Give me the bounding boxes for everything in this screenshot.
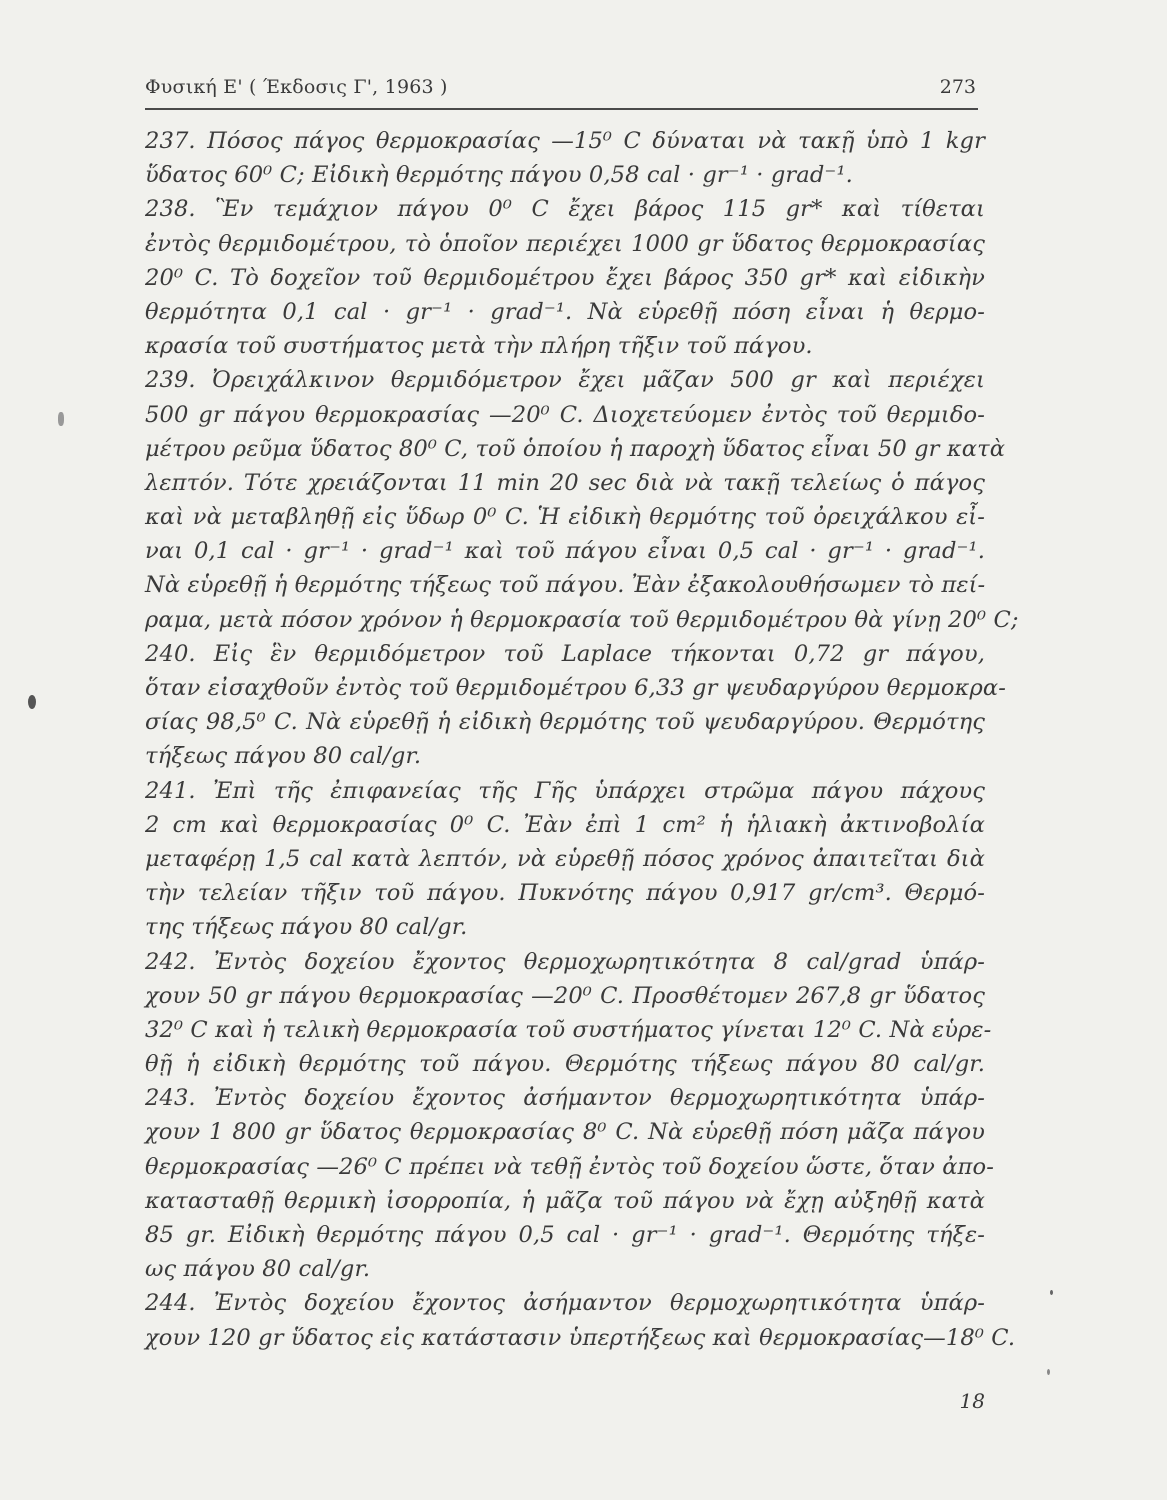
text-line: 241. Ἐπὶ τῆς ἐπιφανείας τῆς Γῆς ὑπάρχει στρῶμα πάγου πάχους [145,777,985,804]
scan-speck [1050,1290,1053,1295]
text-line: ως πάγου 80 cal/gr. [145,1256,371,1283]
text-line: μεταφέρῃ 1,5 cal κατὰ λεπτόν, νὰ εὑρεθῇ πόσος χρόνος ἀπαιτεῖται διὰ [145,845,985,872]
text-line: ὕδατος 60⁰ C; Εἰδικὴ θερμότης πάγου 0,58 cal · gr⁻¹ · grad⁻¹. [145,162,853,189]
text-line: τήξεως πάγου 80 cal/gr. [145,743,422,770]
text-line: 240. Εἰς ἓν θερμιδόμετρον τοῦ Laplace τήκονται 0,72 gr πάγου, [145,640,985,667]
scan-speck [58,412,64,426]
text-line: κατασταθῇ θερμικὴ ἰσορροπία, ἡ μᾶζα τοῦ πάγου νὰ ἔχῃ αὐξηθῇ κατὰ [145,1187,985,1214]
text-line: 244. Ἐντὸς δοχείου ἔχοντος ἀσήμαντον θερμοχωρητικότητα ὑπάρ- [145,1290,985,1317]
text-line: ναι 0,1 cal · gr⁻¹ · grad⁻¹ καὶ τοῦ πάγου εἶναι 0,5 cal · gr⁻¹ · grad⁻¹. [145,538,985,565]
text-line: θῇ ἡ εἰδικὴ θερμότης τοῦ πάγου. Θερμότης τήξεως πάγου 80 cal/gr. [145,1051,985,1078]
text-line: 238. Ἓν τεμάχιον πάγου 0⁰ C ἔχει βάρος 115 gr* καὶ τίθεται [145,196,985,223]
text-line: καὶ νὰ μεταβληθῇ εἰς ὕδωρ 0⁰ C. Ἡ εἰδικὴ θερμότης τοῦ ὀρειχάλκου εἶ- [145,504,985,531]
text-line: 2 cm καὶ θερμοκρασίας 0⁰ C. Ἐὰν ἐπὶ 1 cm² ἡ ἡλιακὴ ἀκτινοβολία [145,811,985,838]
header-title: Φυσική Ε' ( Έκδοσις Γ', 1963 ) [145,76,448,98]
text-line: 500 gr πάγου θερμοκρασίας —20⁰ C. Διοχετεύομεν ἐντὸς τοῦ θερμιδο- [145,401,985,428]
running-header [145,76,978,110]
text-line: της τήξεως πάγου 80 cal/gr. [145,914,468,941]
text-line: λεπτόν. Τότε χρειάζονται 11 min 20 sec διὰ νὰ τακῇ τελείως ὁ πάγος [145,469,985,496]
text-line: ὅταν εἰσαχθοῦν ἐντὸς τοῦ θερμιδομέτρου 6,33 gr ψευδαργύρου θερμοκρα- [145,675,1006,701]
text-line: 20⁰ C. Τὸ δοχεῖον τοῦ θερμιδομέτρου ἔχει βάρος 350 gr* καὶ εἰδικὴν [145,264,985,291]
scan-speck [28,695,36,709]
scan-speck [1047,1369,1050,1375]
text-line: χουν 1 800 gr ὕδατος θερμοκρασίας 8⁰ C. Νὰ εὑρεθῇ πόση μᾶζα πάγου [145,1119,985,1146]
text-line: 32⁰ C καὶ ἡ τελικὴ θερμοκρασία τοῦ συστήματος γίνεται 12⁰ C. Νὰ εὑρε- [145,1016,992,1043]
text-line: θερμοκρασίας —26⁰ C πρέπει νὰ τεθῇ ἐντὸς τοῦ δοχείου ὥστε, ὅταν ἀπο- [145,1153,994,1180]
text-line: 242. Ἐντὸς δοχείου ἔχοντος θερμοχωρητικότητα 8 cal/grad ὑπάρ- [145,948,985,975]
exercise-text [145,124,1019,1355]
text-line: χουν 120 gr ὕδατος εἰς κατάστασιν ὑπερτήξεως καὶ θερμοκρασίας—18⁰ C. [145,1324,1016,1351]
text-line: ἐντὸς θερμιδομέτρου, τὸ ὁποῖον περιέχει 1000 gr ὕδατος θερμοκρασίας [145,230,985,257]
text-line: 85 gr. Εἰδικὴ θερμότης πάγου 0,5 cal · gr⁻¹ · grad⁻¹. Θερμότης τήξε- [145,1222,985,1248]
text-line: χουν 50 gr πάγου θερμοκρασίας —20⁰ C. Προσθέτομεν 267,8 gr ὕδατος [145,982,985,1009]
text-line: 243. Ἐντὸς δοχείου ἔχοντος ἀσήμαντον θερμοχωρητικότητα ὑπάρ- [145,1085,985,1112]
text-line: μέτρου ρεῦμα ὕδατος 80⁰ C, τοῦ ὁποίου ἡ παροχὴ ὕδατος εἶναι 50 gr κατὰ [145,435,1006,462]
page-number: 273 [939,76,976,98]
text-line: 239. Ὀρειχάλκινον θερμιδόμετρον ἔχει μᾶζαν 500 gr καὶ περιέχει [145,367,985,394]
text-line: τὴν τελείαν τῆξιν τοῦ πάγου. Πυκνότης πάγου 0,917 gr/cm³. Θερμό- [145,880,985,907]
text-line: Νὰ εὑρεθῇ ἡ θερμότης τήξεως τοῦ πάγου. Ἐὰν ἐξακολουθήσωμεν τὸ πεί- [145,572,986,599]
text-line: 237. Πόσος πάγος θερμοκρασίας —15⁰ C δύναται νὰ τακῇ ὑπὸ 1 kgr [145,128,985,154]
text-line: κρασία τοῦ συστήματος μετὰ τὴν πλήρη τῆξιν τοῦ πάγου. [145,333,813,360]
text-line: ραμα, μετὰ πόσον χρόνον ἡ θερμοκρασία τοῦ θερμιδομέτρου θὰ γίνῃ 20⁰ C; [145,606,1019,633]
text-line: σίας 98,5⁰ C. Νὰ εὑρεθῇ ἡ εἰδικὴ θερμότης τοῦ ψευδαργύρου. Θερμότης [145,709,985,736]
text-line: θερμότητα 0,1 cal · gr⁻¹ · grad⁻¹. Νὰ εὑρεθῇ πόση εἶναι ἡ θερμο- [145,298,985,325]
signature-mark: 18 [959,1389,985,1413]
